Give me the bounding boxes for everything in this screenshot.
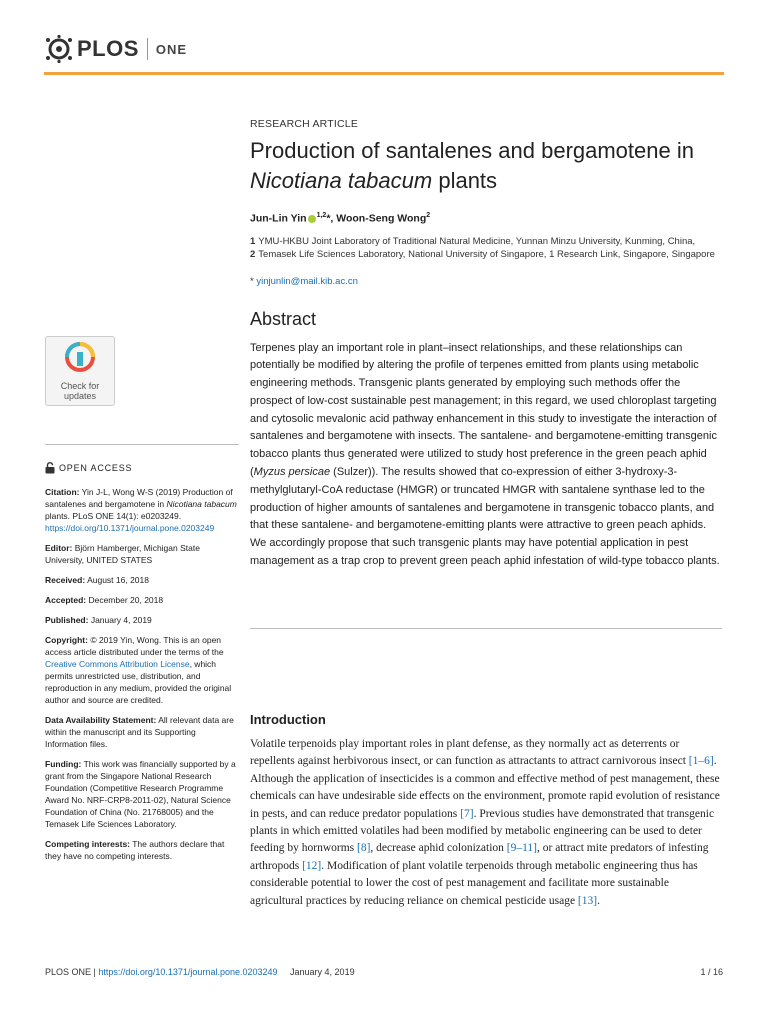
affiliation-number: 2: [250, 249, 256, 260]
plos-wordmark: PLOS: [77, 36, 139, 61]
received-block: [45, 574, 239, 586]
sidebar-divider: [45, 444, 239, 445]
affiliation-1: [250, 235, 722, 249]
logo-divider: [147, 38, 148, 60]
citation-link[interactable]: [9–11]: [506, 842, 537, 855]
abstract-heading: Abstract: [250, 308, 317, 329]
check-updates-label: Check for updates: [60, 381, 100, 401]
citation-text: Yin J-L, Wong W-S (2019) Production of santalenes and bergamotene in: [45, 487, 233, 509]
funding-label: Funding:: [45, 759, 82, 769]
author-list: [250, 212, 722, 225]
corresponding-email: [250, 276, 722, 287]
email-link[interactable]: yinjunlin@mail.kib.ac.cn: [256, 275, 358, 287]
plos-one-logo[interactable]: [44, 34, 187, 64]
competing-interests-text: The authors declare that they have no competing interests.: [45, 839, 225, 861]
lock-icon: [45, 462, 55, 474]
abstract-divider: [250, 628, 722, 629]
data-availability-label: Data Availability Statement:: [45, 715, 157, 725]
article-main: [250, 118, 722, 571]
accepted-block: [45, 594, 239, 606]
accepted-date: December 20, 2018: [86, 595, 164, 605]
author-affil-sup: 1,2: [316, 212, 327, 219]
abstract-part2: (Sulzer)). The results showed that co-expression of either 3-hydroxy-3-methylglutaryl-CoA reductase (HMGR) or truncated HMGR with santalene synthase led to the production of higher amounts of santalenes and bergamotene in transgenic tobacco plants, and that these santalene- and bergamotene-emitting plants were attractive to green peach aphids. We accordingly propose that such transgenic plants may have potential application in pest management as a trap crop to prevent green peach aphid infestation of wild-type tobacco plants.: [250, 466, 720, 568]
abstract-text: [250, 340, 722, 571]
intro-text: , decrease aphid colonization: [370, 842, 507, 855]
intro-text: . Previous studies have demonstrated that transgenic plants in which emitted volatiles had been modified by metabolic engineering can be used to deter feeding by hornworms: [250, 807, 715, 855]
page-number: 1 / 16: [700, 967, 723, 977]
citation-link[interactable]: [7]: [460, 807, 474, 820]
author-affil-sup: 2: [426, 212, 431, 219]
introduction-text: [250, 736, 722, 910]
published-label: Published:: [45, 615, 89, 625]
copyright-text: , which permits unrestricted use, distribution, and reproduction in any medium, provided the original author and source are credited.: [45, 659, 232, 705]
copyright-text: © 2019 Yin, Wong. This is an open access article distributed under the terms of the: [45, 635, 224, 657]
competing-interests-label: Competing interests:: [45, 839, 131, 849]
affiliation-text: YMU-HKBU Joint Laboratory of Traditional Natural Medicine, Yunnan Minzu University, Kunming, China,: [258, 235, 696, 247]
intro-text: , or attract mite predators of infesting arthropods: [250, 842, 709, 872]
author-name[interactable]: Jun-Lin Yin: [250, 212, 307, 225]
affiliations: [250, 235, 722, 262]
received-label: Received:: [45, 575, 86, 585]
footer-journal: PLOS ONE |: [45, 967, 99, 977]
intro-text: Volatile terpenoids play important roles in plant defense, as they normally act as deterrents or repellents against herbivorous insect, or can function as attractants to attract carnivorous insect: [250, 738, 689, 768]
citation-label: Citation:: [45, 487, 80, 497]
open-access-text: OPEN ACCESS: [59, 463, 133, 473]
editor-text: Björn Hamberger, Michigan State University, UNITED STATES: [45, 543, 200, 565]
affiliation-number: 1: [250, 235, 256, 247]
article-title: [250, 136, 722, 196]
citation-link[interactable]: [12]: [302, 859, 322, 872]
citation-text: plants. PLoS ONE 14(1): e0203249.: [45, 511, 182, 521]
corresponding-mark: *,: [326, 212, 337, 225]
email-mark: *: [250, 275, 257, 287]
article-info-sidebar: [45, 462, 239, 870]
journal-name: ONE: [155, 41, 188, 57]
crossmark-icon: [65, 342, 95, 372]
author-name[interactable]: Woon-Seng Wong: [336, 212, 427, 225]
article-type: RESEARCH ARTICLE: [250, 118, 359, 130]
page-footer: [45, 967, 723, 977]
editor-label: Editor:: [45, 543, 73, 553]
editor-block: [45, 542, 239, 566]
funding-text: This work was financially supported by a grant from the Singapore National Research Foundation (Competitive Research Programme Award No. NRF-CRP8-2011-02), Natural Science Foundation of China (No. 21768005) and the Temasek Life Sciences Laboratory.: [45, 759, 236, 829]
intro-text: .: [597, 894, 600, 907]
license-link[interactable]: Creative Commons Attribution License: [45, 659, 190, 669]
published-date: January 4, 2019: [88, 615, 152, 625]
accepted-label: Accepted:: [45, 595, 87, 605]
affiliation-2: [250, 248, 722, 262]
data-availability-text: All relevant data are within the manuscript and its Supporting Information files.: [45, 715, 234, 749]
affiliation-text: Temasek Life Sciences Laboratory, National University of Singapore, 1 Research Link, Singapore, Singapore: [258, 249, 715, 260]
title-rest: plants: [432, 168, 498, 193]
citation-link[interactable]: [8]: [357, 842, 371, 855]
copyright-block: [45, 634, 239, 706]
plos-mark-icon: [44, 34, 74, 64]
abstract-part1: Terpenes play an important role in plant–insect relationships, and these relationships can potentially be modified by altering the profile of terpenes emitted from plants using metabolic engineering methods. Transgenic plants generated by employing such methods offer the prospect of low-cost sustainable pest management; in this regard, we used chloroplast targeting and cytosolic mevalonic acid pathway enhancement in this study to investigate the interaction of santalenes and bergamotene with insects. The santalene- and bergamotene-emitting transgenic tobacco plants thus generated were utilized to study host preference in the green peach aphid (: [250, 341, 717, 479]
footer-doi-link[interactable]: https://doi.org/10.1371/journal.pone.0203249: [98, 967, 278, 977]
funding-block: [45, 758, 239, 830]
competing-interests-block: [45, 838, 239, 862]
citation-link[interactable]: [13]: [577, 894, 598, 907]
header-rule: [44, 72, 724, 75]
citation-block: [45, 486, 239, 534]
intro-text: . Although the application of insecticides is a common and effective method of pest management, these chemicals can have undesirable side effects on the environment, promote rapid evolution of resistance in pests, and can reduce predator populations: [250, 755, 720, 820]
title-italic: Nicotiana tabacum: [250, 168, 433, 193]
introduction-heading: Introduction: [250, 712, 326, 727]
check-for-updates-badge[interactable]: [45, 336, 115, 406]
data-availability-block: [45, 714, 239, 750]
abstract-species: Myzus persicae: [253, 466, 331, 479]
orcid-icon[interactable]: [308, 215, 316, 223]
footer-date: January 4, 2019: [290, 967, 355, 977]
open-access-label: [45, 462, 239, 474]
intro-text: . Modification of plant volatile terpenoids through metabolic engineering thus has considerable potential to lower the cost of pest management and facilitate more sustainable agricultural practices by reducing reliance on chemical pesticide usage: [250, 859, 698, 907]
citation-doi-link[interactable]: https://doi.org/10.1371/journal.pone.0203249: [45, 523, 215, 533]
journal-header: [44, 34, 724, 74]
citation-italic: Nicotiana tabacum: [166, 499, 237, 509]
published-block: [45, 614, 239, 626]
citation-link[interactable]: [1–6]: [688, 755, 714, 768]
title-line1: Production of santalenes and bergamotene in: [250, 138, 694, 163]
received-date: August 16, 2018: [85, 575, 149, 585]
copyright-label: Copyright:: [45, 635, 88, 645]
